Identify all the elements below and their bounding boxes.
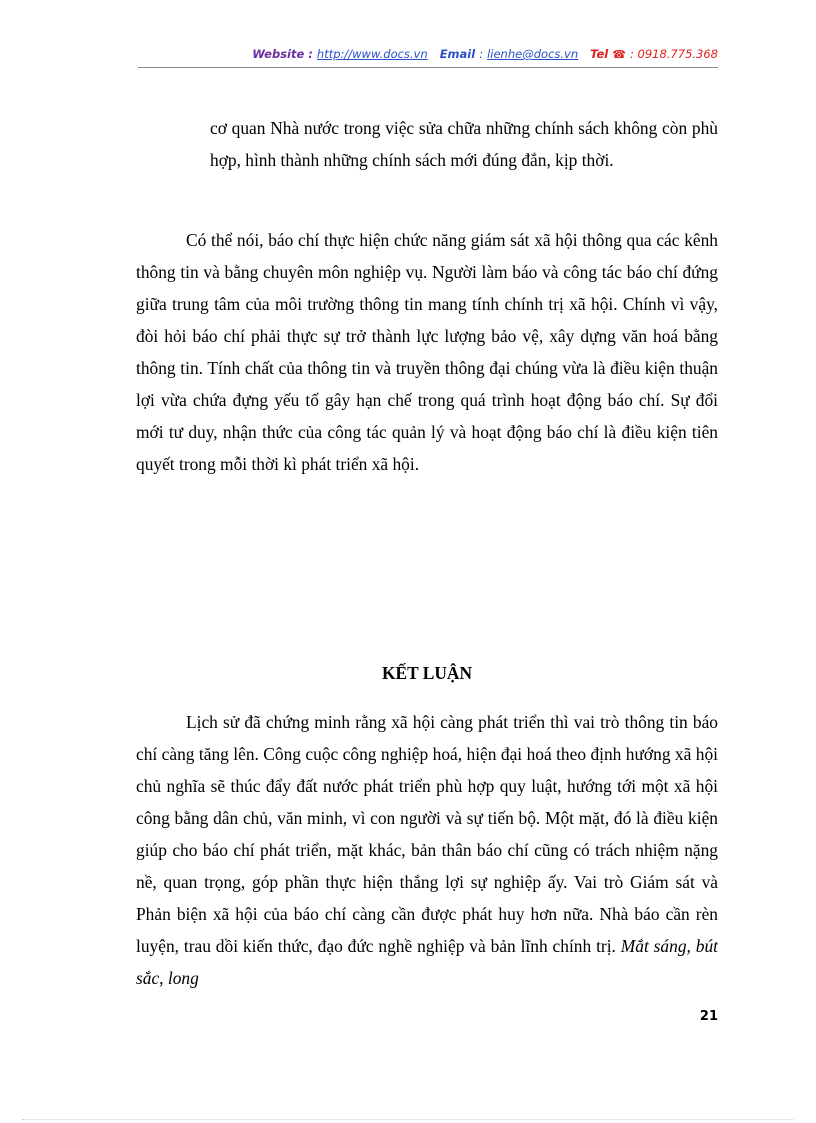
- paragraph-continued: cơ quan Nhà nước trong việc sửa chữa những chính sách không còn phù hợp, hình thành những chính sách mới đúng đắn, kịp thời.: [210, 118, 718, 170]
- website-label: Website :: [252, 47, 313, 61]
- email-label: Email: [439, 47, 476, 61]
- conclusion-paragraph: [136, 706, 718, 994]
- conclusion-text: Lịch sử đã chứng minh rằng xã hội càng phát triển thì vai trò thông tin báo chí càng tăng lên. Công cuộc công nghiệp hoá, hiện đại hoá theo định hướng xã hội chủ nghĩa sẽ thúc đẩy đất nước phát triển phù hợp quy luật, hướng tới một xã hội công bằng dân chủ, văn minh, vì con người và sự tiến bộ. Một mặt, đó là điều kiện giúp cho báo chí phát triển, mặt khác, bản thân báo chí cũng có trách nhiệm nặng nề, quan trọng, góp phần thực hiện thắng lợi sự nghiệp ấy. Vai trò Giám sát và Phản biện xã hội của báo chí càng cần được phát huy hơn nữa. Nhà báo cần rèn luyện, trau dồi kiến thức, đạo đức nghề nghiệp và bản lĩnh chính trị.: [136, 712, 718, 956]
- email-separator: :: [479, 47, 484, 61]
- page-number: 21: [699, 1009, 718, 1024]
- page-bottom-divider: [22, 1119, 794, 1120]
- conclusion-italic-text: Mắt sáng, bút sắc, long: [136, 936, 718, 988]
- paragraph-main: Có thể nói, báo chí thực hiện chức năng giám sát xã hội thông qua các kênh thông tin và bằng chuyên môn nghiệp vụ. Người làm báo và công tác báo chí đứng giữa trung tâm của môi trường thông tin mang tính chính trị xã hội. Chính vì vậy, đòi hỏi báo chí phải thực sự trở thành lực lượng bảo vệ, xây dựng văn hoá bằng thông tin. Tính chất của thông tin và truyền thông đại chúng vừa là điều kiện thuận lợi vừa chứa đựng yếu tố gây hạn chế trong quá trình hoạt động báo chí. Sự đổi mới tư duy, nhận thức của công tác quản lý và hoạt động báo chí là điều kiện tiên quyết trong mỗi thời kì phát triển xã hội.: [136, 230, 718, 474]
- header-divider: [138, 67, 718, 68]
- website-link[interactable]: http://www.docs.vn: [316, 47, 428, 61]
- tel-label: Tel: [590, 47, 609, 61]
- conclusion-heading: KẾT LUẬN: [381, 663, 473, 683]
- tel-value: : 0918.775.368: [629, 47, 718, 61]
- phone-icon: ☎: [612, 48, 626, 61]
- email-link[interactable]: lienhe@docs.vn: [487, 47, 579, 61]
- page-header: [138, 47, 718, 61]
